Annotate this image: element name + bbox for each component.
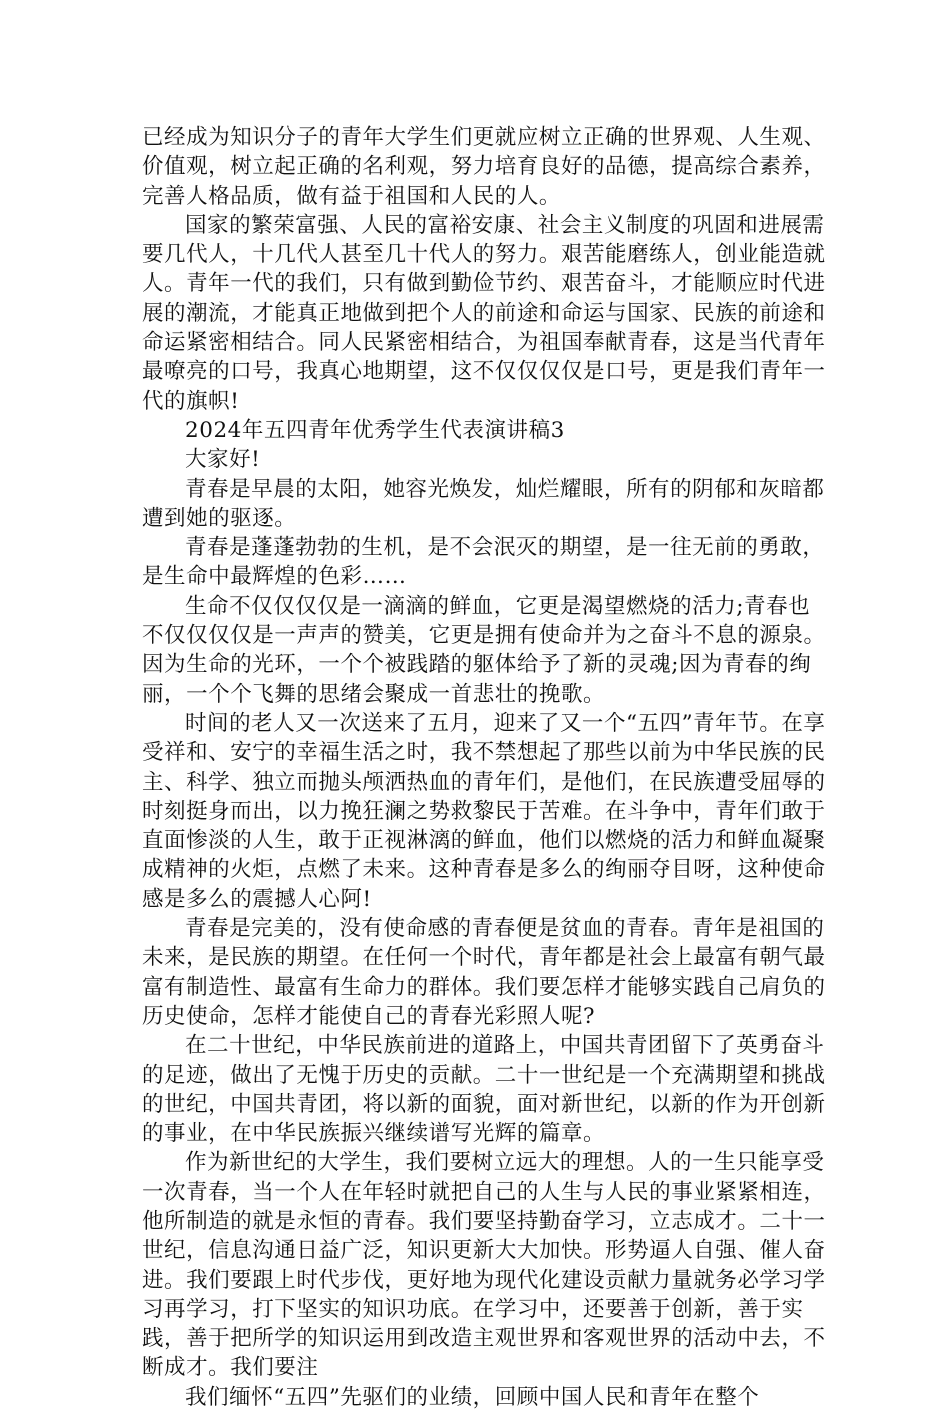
paragraph-7: 生命不仅仅仅仅是一滴滴的鲜血，它更是渴望燃烧的活力;青春也不仅仅仅仅是一声声的赞美，它更是拥有使命并为之奋斗不息的源泉。因为生命的光环，一个个被践踏的躯体给予了新的灵魂;因为青春的绚丽，一个个飞舞的思绪会聚成一首悲壮的挽歌。 xyxy=(142,593,826,707)
paragraph-8: 时间的老人又一次送来了五月，迎来了又一个“五四”青年节。在享受祥和、安宁的幸福生活之时，我不禁想起了那些以前为中华民族的民主、科学、独立而抛头颅洒热血的青年们，是他们，在民族遭受屈辱的时刻挺身而出，以力挽狂澜之势救黎民于苦难。在斗争中，青年们敢于直面惨淡的人生，敢于正视淋漓的鲜血，他们以燃烧的活力和鲜血凝聚成精神的火炬，点燃了未来。这种青春是多么的绚丽夺目呀，这种使命感是多么的震撼人心阿! xyxy=(142,710,826,912)
document-body xyxy=(142,123,832,1412)
paragraph-10: 在二十世纪，中华民族前进的道路上，中国共青团留下了英勇奋斗的足迹，做出了无愧于历史的贡献。二十一世纪是一个充满期望和挑战的世纪，中国共青团，将以新的面貌，面对新世纪，以新的作为开创新的事业，在中华民族振兴继续谱写光辉的篇章。 xyxy=(142,1033,826,1147)
greeting: 大家好! xyxy=(185,447,261,473)
paragraph-12: 我们缅怀“五四”先驱们的业绩，回顾中国人民和青年在整个 xyxy=(185,1384,760,1410)
speech-title: 2024年五四青年优秀学生代表演讲稿3 xyxy=(185,417,565,443)
paragraph-1: 已经成为知识分子的青年大学生们更就应树立正确的世界观、人生观、价值观，树立起正确的名利观，努力培育良好的品德，提高综合素养，完善人格品质，做有益于祖国和人民的人。 xyxy=(142,125,826,209)
paragraph-11: 作为新世纪的大学生，我们要树立远大的理想。人的一生只能享受一次青春，当一个人在年轻时就把自己的人生与人民的事业紧紧相连，他所制造的就是永恒的青春。我们要坚持勤奋学习，立志成才。二十一世纪，信息沟通日益广泛，知识更新大大加快。形势逼人自强、催人奋进。我们要跟上时代步伐，更好地为现代化建设贡献力量就务必学习学习再学习，打下坚实的知识功底。在学习中，还要善于创新，善于实践，善于把所学的知识运用到改造主观世界和客观世界的活动中去，不断成才。我们要注 xyxy=(142,1150,826,1381)
paragraph-9: 青春是完美的，没有使命感的青春便是贫血的青春。青年是祖国的未来，是民族的期望。在任何一个时代，青年都是社会上最富有朝气最富有制造性、最富有生命力的群体。我们要怎样才能够实践自己肩负的历史使命，怎样才能使自己的青春光彩照人呢? xyxy=(142,916,826,1029)
paragraph-2: 国家的繁荣富强、人民的富裕安康、社会主义制度的巩固和进展需要几代人，十几代人甚至几十代人的努力。艰苦能磨练人，创业能造就人。青年一代的我们，只有做到勤俭节约、艰苦奋斗，才能顺应时代进展的潮流，才能真正地做到把个人的前途和命运与国家、民族的前途和命运紧密相结合。同人民紧密相结合，为祖国奉献青春，这是当代青年最嘹亮的口号，我真心地期望，这不仅仅仅仅是口号，更是我们青年一代的旗帜! xyxy=(142,212,826,414)
paragraph-6: 青春是蓬蓬勃勃的生机，是不会泯灭的期望，是一往无前的勇敢，是生命中最辉煌的色彩…… xyxy=(142,535,825,590)
paragraph-5: 青春是早晨的太阳，她容光焕发，灿烂耀眼，所有的阴郁和灰暗都遭到她的驱逐。 xyxy=(142,476,825,531)
